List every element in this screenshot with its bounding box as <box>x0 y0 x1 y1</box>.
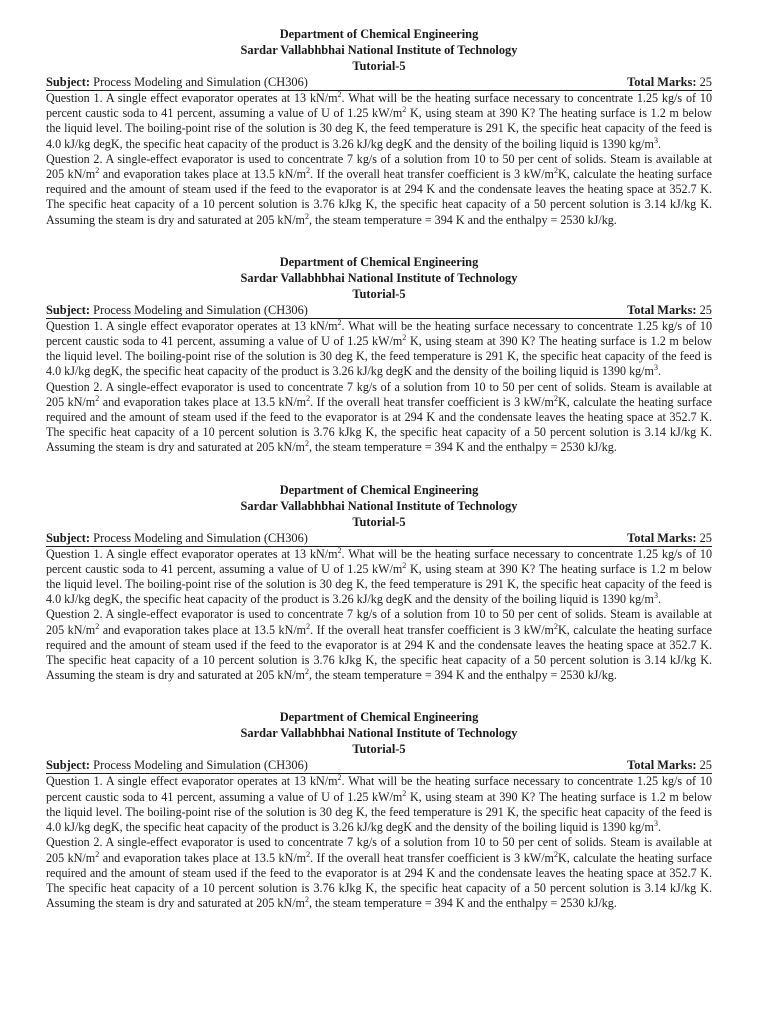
subject-value: Process Modeling and Simulation (CH306) <box>93 530 308 545</box>
department-heading: Department of Chemical Engineering <box>279 254 479 269</box>
subject-value: Process Modeling and Simulation (CH306) <box>93 758 308 773</box>
institute-heading: Sardar Vallabhbhai National Institute of Technology <box>240 498 518 513</box>
marks-label: Total Marks: <box>627 758 697 773</box>
question-1: Question 1. A single effect evaporator operates at 13 $kN/m^2$. What will be the heating surface necessary to concentrate 1.25 kg/s of 10 percent caustic soda to 41 percent, assuming a value of U of 1.25 $kW/m^2$ K, using steam at 390 K? The heating surface is 1.2 m below the liquid level. The boiling-point rise of the solution is 30 deg K, the feed temperature is 291 K, the specific heat capacity of the feed is 4.0 kJ/kg degK, the specific heat capacity of the product is 3.26 kJ/kg degK and the density of the boiling liquid is 1390 $kg/m^3$. <box>46 89 713 151</box>
marks-label: Total Marks: <box>627 75 697 89</box>
institute-heading: Sardar Vallabhbhai National Institute of Technology <box>240 43 518 57</box>
subject-label: Subject: <box>46 75 91 89</box>
subject-label: Subject: <box>46 758 91 773</box>
question-2: Question 2. A single-effect evaporator is used to concentrate 7 kg/s of a solution from 10 to 50 per cent of solids. Steam is available at 205 $kN/m^2$ and evaporation takes place at 13.5 $kN/m^2$. If the overall heat transfer coefficient is 3 $kW/m^2K$, calculate the heating surface required and the amount of steam used if the feed to the evaporator is at 294 K and the condensate leaves the heating space at 352.7 K. The specific heat capacity of a 10 percent solution is 3.76 kJkg K, the specific heat capacity of a 50 percent solution is 3.14 kJ/kg K. Assuming the steam is dry and saturated at 205 $kN/m^2$, the steam temperature = 394 K and the enthalpy = 2530 kJ/kg. <box>46 607 712 683</box>
marks-info <box>627 531 712 546</box>
institute-heading: Sardar Vallabhbhai National Institute of Technology <box>240 270 518 285</box>
marks-label: Total Marks: <box>627 530 697 545</box>
marks-value: 25 <box>699 530 712 545</box>
question-2: Question 2. A single-effect evaporator is used to concentrate 7 kg/s of a solution from 10 to 50 per cent of solids. Steam is available at 205 $kN/m^2$ and evaporation takes place at 13.5 $kN/m^2$. If the overall heat transfer coefficient is 3 $kW/m^2K$, calculate the heating surface required and the amount of steam used if the feed to the evaporator is at 294 K and the condensate leaves the heating space at 352.7 K. The specific heat capacity of a 10 percent solution is 3.76 kJkg K, the specific heat capacity of a 50 percent solution is 3.14 kJ/kg K. Assuming the steam is dry and saturated at 205 $kN/m^2$, the steam temperature = 394 K and the enthalpy = 2530 kJ/kg. <box>46 151 712 227</box>
question-1: Question 1. A single effect evaporator operates at 13 $kN/m^2$. What will be the heating surface necessary to concentrate 1.25 kg/s of 10 percent caustic soda to 41 percent, assuming a value of U of 1.25 $kW/m^2$ K, using steam at 390 K? The heating surface is 1.2 m below the liquid level. The boiling-point rise of the solution is 30 deg K, the feed temperature is 291 K, the specific heat capacity of the feed is 4.0 kJ/kg degK, the specific heat capacity of the product is 3.26 kJ/kg degK and the density of the boiling liquid is 1390 $kg/m^3$. <box>46 317 713 379</box>
subject-info <box>46 75 308 90</box>
tutorial-copy <box>46 482 712 684</box>
tutorial-heading: Tutorial-5 <box>352 286 406 301</box>
institute-heading: Sardar Vallabhbhai National Institute of Technology <box>240 726 518 741</box>
department-heading: Department of Chemical Engineering <box>279 482 479 497</box>
marks-value: 25 <box>699 302 712 317</box>
subject-info <box>46 303 308 318</box>
subject-row <box>46 75 712 91</box>
marks-label: Total Marks: <box>627 302 697 317</box>
marks-value: 25 <box>699 75 712 89</box>
subject-value: Process Modeling and Simulation (CH306) <box>93 302 308 317</box>
marks-info <box>627 75 712 90</box>
tutorial-heading: Tutorial-5 <box>352 59 406 73</box>
marks-value: 25 <box>699 758 712 773</box>
marks-info <box>627 303 712 318</box>
department-heading: Department of Chemical Engineering <box>279 710 479 725</box>
tutorial-copy <box>46 26 712 228</box>
question-1: Question 1. A single effect evaporator operates at 13 $kN/m^2$. What will be the heating surface necessary to concentrate 1.25 kg/s of 10 percent caustic soda to 41 percent, assuming a value of U of 1.25 $kW/m^2$ K, using steam at 390 K? The heating surface is 1.2 m below the liquid level. The boiling-point rise of the solution is 30 deg K, the feed temperature is 291 K, the specific heat capacity of the feed is 4.0 kJ/kg degK, the specific heat capacity of the product is 3.26 kJ/kg degK and the density of the boiling liquid is 1390 $kg/m^3$. <box>46 773 713 835</box>
department-heading: Department of Chemical Engineering <box>279 27 479 41</box>
tutorial-heading: Tutorial-5 <box>352 514 406 529</box>
tutorial-copy <box>46 709 712 911</box>
tutorial-copy <box>46 254 712 456</box>
subject-row <box>46 303 712 319</box>
subject-info <box>46 758 308 773</box>
subject-row <box>46 758 712 774</box>
subject-info <box>46 531 308 546</box>
question-2: Question 2. A single-effect evaporator is used to concentrate 7 kg/s of a solution from 10 to 50 per cent of solids. Steam is available at 205 $kN/m^2$ and evaporation takes place at 13.5 $kN/m^2$. If the overall heat transfer coefficient is 3 $kW/m^2K$, calculate the heating surface required and the amount of steam used if the feed to the evaporator is at 294 K and the condensate leaves the heating space at 352.7 K. The specific heat capacity of a 10 percent solution is 3.76 kJkg K, the specific heat capacity of a 50 percent solution is 3.14 kJ/kg K. Assuming the steam is dry and saturated at 205 $kN/m^2$, the steam temperature = 394 K and the enthalpy = 2530 kJ/kg. <box>46 835 712 911</box>
subject-value: Process Modeling and Simulation (CH306) <box>93 75 308 89</box>
question-1: Question 1. A single effect evaporator operates at 13 $kN/m^2$. What will be the heating surface necessary to concentrate 1.25 kg/s of 10 percent caustic soda to 41 percent, assuming a value of U of 1.25 $kW/m^2$ K, using steam at 390 K? The heating surface is 1.2 m below the liquid level. The boiling-point rise of the solution is 30 deg K, the feed temperature is 291 K, the specific heat capacity of the feed is 4.0 kJ/kg degK, the specific heat capacity of the product is 3.26 kJ/kg degK and the density of the boiling liquid is 1390 $kg/m^3$. <box>46 545 713 607</box>
marks-info <box>627 758 712 773</box>
question-2: Question 2. A single-effect evaporator is used to concentrate 7 kg/s of a solution from 10 to 50 per cent of solids. Steam is available at 205 $kN/m^2$ and evaporation takes place at 13.5 $kN/m^2$. If the overall heat transfer coefficient is 3 $kW/m^2K$, calculate the heating surface required and the amount of steam used if the feed to the evaporator is at 294 K and the condensate leaves the heating space at 352.7 K. The specific heat capacity of a 10 percent solution is 3.76 kJkg K, the specific heat capacity of a 50 percent solution is 3.14 kJ/kg K. Assuming the steam is dry and saturated at 205 $kN/m^2$, the steam temperature = 394 K and the enthalpy = 2530 kJ/kg. <box>46 379 712 455</box>
subject-label: Subject: <box>46 530 91 545</box>
tutorial-heading: Tutorial-5 <box>352 742 406 757</box>
subject-label: Subject: <box>46 302 91 317</box>
subject-row <box>46 531 712 547</box>
